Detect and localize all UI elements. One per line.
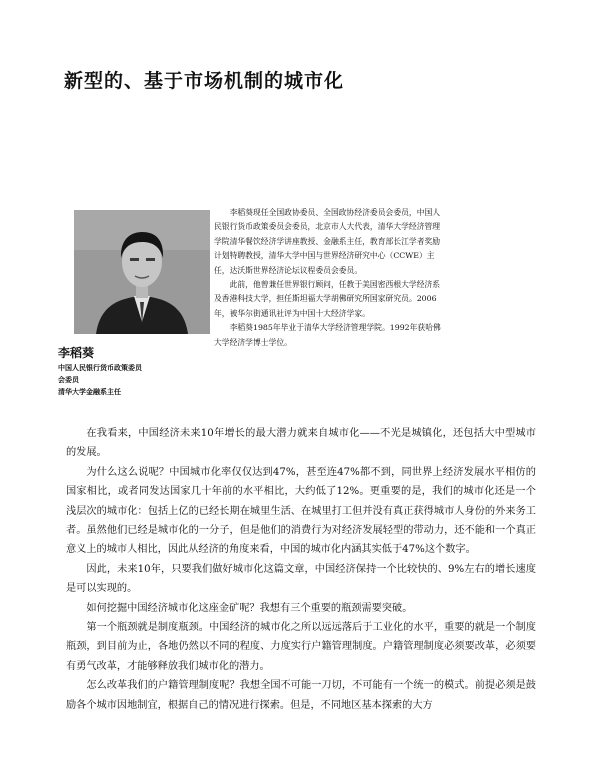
bio-paragraph: 李稻葵1985年毕业于清华大学经济管理学院。1992年获哈佛大学经济学博士学位。 bbox=[214, 323, 441, 347]
bio-paragraph: 李稻葵现任全国政协委员、全国政协经济委员会委员，中国人民银行货币政策委员会委员，北京市人大代表，清华大学经济管理学院清华餐饮经济学讲座教授、金融系主任，教育部长江学者奖励计划特聘教授，清华大学中国与世界经济研究中心（CCWE）主任，达沃斯世界经济论坛议程委员会委员。 bbox=[214, 208, 441, 275]
author-role: 中国人民银行货币政策委员 bbox=[58, 363, 142, 372]
author-name: 李稻葵 bbox=[58, 346, 95, 360]
body-paragraph: 如何挖掘中国经济城市化这座金矿呢？我想有三个重要的瓶颈需要突破。 bbox=[86, 602, 413, 614]
bio-paragraph: 此前，他曾兼任世界银行顾问，任教于美国密西根大学经济系及香港科技大学，担任斯坦福大学胡佛研究所国家研究员。2006年，被华尔街通讯社评为中国十大经济学家。 bbox=[214, 280, 441, 318]
article-title: 新型的、基于市场机制的城市化 bbox=[64, 70, 345, 92]
author-photo bbox=[74, 210, 210, 334]
body-paragraph: 怎么改革我们的户籍管理制度呢？我想全国不可能一刀切，不可能有一个统一的模式。前提必须是鼓励各个城市因地制宜，根据自己的情况进行探索。但是，不同地区基本探索的大方 bbox=[66, 680, 536, 711]
body-paragraph: 因此，未来10年，只要我们做好城市化这篇文章，中国经济保持一个比较快的、9%左右的增长速度是可以实现的。 bbox=[66, 563, 536, 595]
article-body bbox=[66, 424, 536, 715]
author-role: 会委员 bbox=[58, 375, 79, 384]
body-paragraph: 第一个瓶颈就是制度瓶颈。中国经济的城市化之所以远远落后于工业化的水平，重要的就是一个制度瓶颈，到目前为止，各地仍然以不同的程度、力度实行户籍管理制度。户籍管理制度必须要改革，必须要有勇气改革，才能够释放我们城市化的潜力。 bbox=[66, 622, 536, 672]
portrait-image bbox=[74, 210, 210, 334]
body-paragraph: 在我看来，中国经济未来10年增长的最大潜力就来自城市化——不光是城镇化，还包括大中型城市的发展。 bbox=[66, 428, 536, 459]
author-role: 清华大学金融系主任 bbox=[58, 387, 121, 396]
author-bio bbox=[214, 206, 444, 350]
body-paragraph: 为什么这么说呢？中国城市化率仅仅达到47%，甚至连47%都不到，同世界上经济发展水平相仿的国家相比，或者同发达国家几十年前的水平相比，大约低了12%。更重要的是，我们的城市化还是一个浅层次的城市化：包括上亿的已经长期在城里生活、在城里打工但并没有真正获得城市人身份的外来务工者。虽然他们已经是城市化的一分子，但是他们的消费行为对经济发展轻型的带动力，还不能和一个真正意义上的城市人相比，因此从经济的角度来看，中国的城市化内涵其实低于47%这个数字。 bbox=[66, 466, 536, 556]
author-roles bbox=[58, 362, 218, 398]
